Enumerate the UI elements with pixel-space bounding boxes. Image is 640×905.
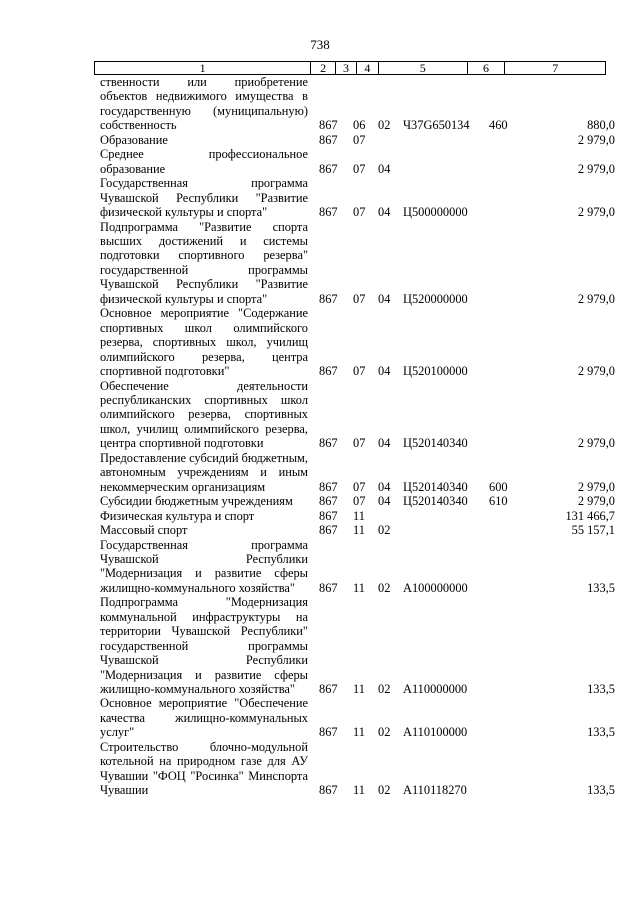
row-section-code: 07 (353, 479, 366, 494)
row-subsection-code: 02 (378, 118, 391, 133)
row-ministry-code: 867 (319, 682, 338, 697)
row-description: Среднее профессиональное образование (100, 147, 308, 176)
row-description: Субсидии бюджетным учреждениям (100, 494, 293, 509)
row-amount: 2 979,0 (577, 291, 615, 306)
row-section-code: 07 (353, 291, 366, 306)
row-description: Предоставление субсидий бюджетным, автономным учреждениям и иным некоммерческим организациям (100, 450, 308, 494)
row-subsection-code: 02 (378, 725, 391, 740)
row-amount: 55 157,1 (571, 523, 615, 538)
row-subsection-code: 04 (378, 364, 391, 379)
row-amount: 2 979,0 (577, 364, 615, 379)
row-expense-type-code: 610 (489, 494, 508, 509)
row-ministry-code: 867 (319, 436, 338, 451)
row-ministry-code: 867 (319, 291, 338, 306)
row-target-article-code: А100000000 (403, 580, 468, 595)
table-row (94, 147, 615, 176)
row-description: Государственная программа Чувашской Республики "Модернизация и развитие сферы жилищно-коммунального хозяйства" (100, 537, 308, 595)
row-section-code: 07 (353, 161, 366, 176)
row-section-code: 06 (353, 118, 366, 133)
row-target-article-code: Ц520140340 (403, 436, 468, 451)
row-amount: 133,5 (587, 725, 615, 740)
row-ministry-code: 867 (319, 205, 338, 220)
table-row (94, 378, 615, 451)
header-col-4: 4 (356, 62, 378, 74)
row-target-article-code: Ч37G650134 (403, 118, 470, 133)
row-section-code: 07 (353, 132, 366, 147)
row-description: Физическая культура и спорт (100, 508, 255, 523)
table-row (94, 739, 615, 798)
header-col-3: 3 (335, 62, 356, 74)
table-row (94, 450, 615, 494)
table-body (94, 75, 615, 798)
row-amount: 133,5 (587, 580, 615, 595)
row-section-code: 11 (353, 783, 365, 798)
table-row (94, 306, 615, 379)
row-section-code: 07 (353, 205, 366, 220)
row-ministry-code: 867 (319, 364, 338, 379)
row-target-article-code: Ц520140340 (403, 494, 468, 509)
row-description: Строительство блочно-модульной котельной на природном газе для АУ Чувашии "ФОЦ "Росинка" Минспорта Чувашии (100, 739, 308, 798)
row-section-code: 07 (353, 364, 366, 379)
row-amount: 133,5 (587, 783, 615, 798)
row-amount: 131 466,7 (565, 508, 615, 523)
row-section-code: 07 (353, 494, 366, 509)
row-description: Образование (100, 132, 168, 147)
row-ministry-code: 867 (319, 132, 338, 147)
table-row (94, 132, 615, 147)
table-row (94, 537, 615, 596)
row-amount: 2 979,0 (577, 132, 615, 147)
row-ministry-code: 867 (319, 783, 338, 798)
table-row (94, 523, 615, 538)
row-target-article-code: Ц520140340 (403, 479, 468, 494)
table-row (94, 508, 615, 523)
row-subsection-code: 04 (378, 436, 391, 451)
row-section-code: 07 (353, 436, 366, 451)
row-description: Обеспечение деятельности республиканских спортивных школ олимпийского резерва, спортивных школ, училищ олимпийского резерва, центра спортивной подготовки (100, 378, 308, 451)
row-subsection-code: 04 (378, 161, 391, 176)
table-header (94, 61, 606, 75)
table-row (94, 219, 615, 307)
row-amount: 880,0 (587, 118, 615, 133)
row-subsection-code: 04 (378, 205, 391, 220)
row-section-code: 11 (353, 508, 365, 523)
row-section-code: 11 (353, 523, 365, 538)
row-target-article-code: А110000000 (403, 682, 468, 697)
table-row (94, 595, 615, 697)
table-row (94, 176, 615, 220)
row-description: Массовый спорт (100, 523, 188, 538)
header-col-7: 7 (504, 62, 605, 74)
row-ministry-code: 867 (319, 494, 338, 509)
row-amount: 2 979,0 (577, 494, 615, 509)
row-subsection-code: 02 (378, 783, 391, 798)
header-col-5: 5 (378, 62, 467, 74)
row-description: Подпрограмма "Развитие спорта высших достижений и системы подготовки спортивного резерва" государственной программы Чувашской Республики "Развитие физической культуры и спорта" (100, 219, 308, 306)
row-subsection-code: 02 (378, 580, 391, 595)
row-description: Основное мероприятие "Обеспечение качества жилищно-коммунальных услуг" (100, 696, 308, 740)
row-target-article-code: А110100000 (403, 725, 468, 740)
row-amount: 2 979,0 (577, 479, 615, 494)
row-section-code: 11 (353, 725, 365, 740)
table-row (94, 696, 615, 740)
table-row (94, 494, 615, 509)
row-section-code: 11 (353, 682, 365, 697)
row-subsection-code: 02 (378, 682, 391, 697)
row-section-code: 11 (353, 580, 365, 595)
row-amount: 2 979,0 (577, 436, 615, 451)
row-amount: 133,5 (587, 682, 615, 697)
page-number: 738 (310, 37, 330, 52)
row-subsection-code: 04 (378, 494, 391, 509)
row-description: Основное мероприятие "Содержание спортивных школ олимпийского резерва, спортивных школ, училищ олимпийского резерва, центра спортивной подготовки" (100, 306, 308, 379)
row-description: Государственная программа Чувашской Республики "Развитие физической культуры и спорта" (100, 176, 308, 220)
row-description: ственности или приобретение объектов недвижимого имущества в государственную (муниципальную) собственность (100, 75, 308, 133)
row-ministry-code: 867 (319, 725, 338, 740)
row-expense-type-code: 460 (489, 118, 508, 133)
row-target-article-code: Ц520100000 (403, 364, 468, 379)
row-amount: 2 979,0 (577, 161, 615, 176)
row-description: Подпрограмма "Модернизация коммунальной инфраструктуры на территории Чувашской Республики" государственной программы Чувашской Республики "Модернизация и развитие сферы жилищно-коммунального хозяйства" (100, 595, 308, 697)
row-subsection-code: 04 (378, 291, 391, 306)
row-ministry-code: 867 (319, 508, 338, 523)
header-col-1: 1 (199, 61, 206, 75)
row-ministry-code: 867 (319, 523, 338, 538)
row-subsection-code: 02 (378, 523, 391, 538)
table-row (94, 75, 615, 133)
row-target-article-code: Ц520000000 (403, 291, 468, 306)
budget-table (94, 61, 615, 798)
row-subsection-code: 04 (378, 479, 391, 494)
row-ministry-code: 867 (319, 580, 338, 595)
row-target-article-code: Ц500000000 (403, 205, 468, 220)
row-amount: 2 979,0 (577, 205, 615, 220)
header-col-6: 6 (467, 62, 505, 74)
row-ministry-code: 867 (319, 161, 338, 176)
header-col-2: 2 (310, 62, 335, 74)
row-expense-type-code: 600 (489, 479, 508, 494)
row-ministry-code: 867 (319, 479, 338, 494)
row-ministry-code: 867 (319, 118, 338, 133)
row-target-article-code: А110118270 (403, 783, 467, 798)
